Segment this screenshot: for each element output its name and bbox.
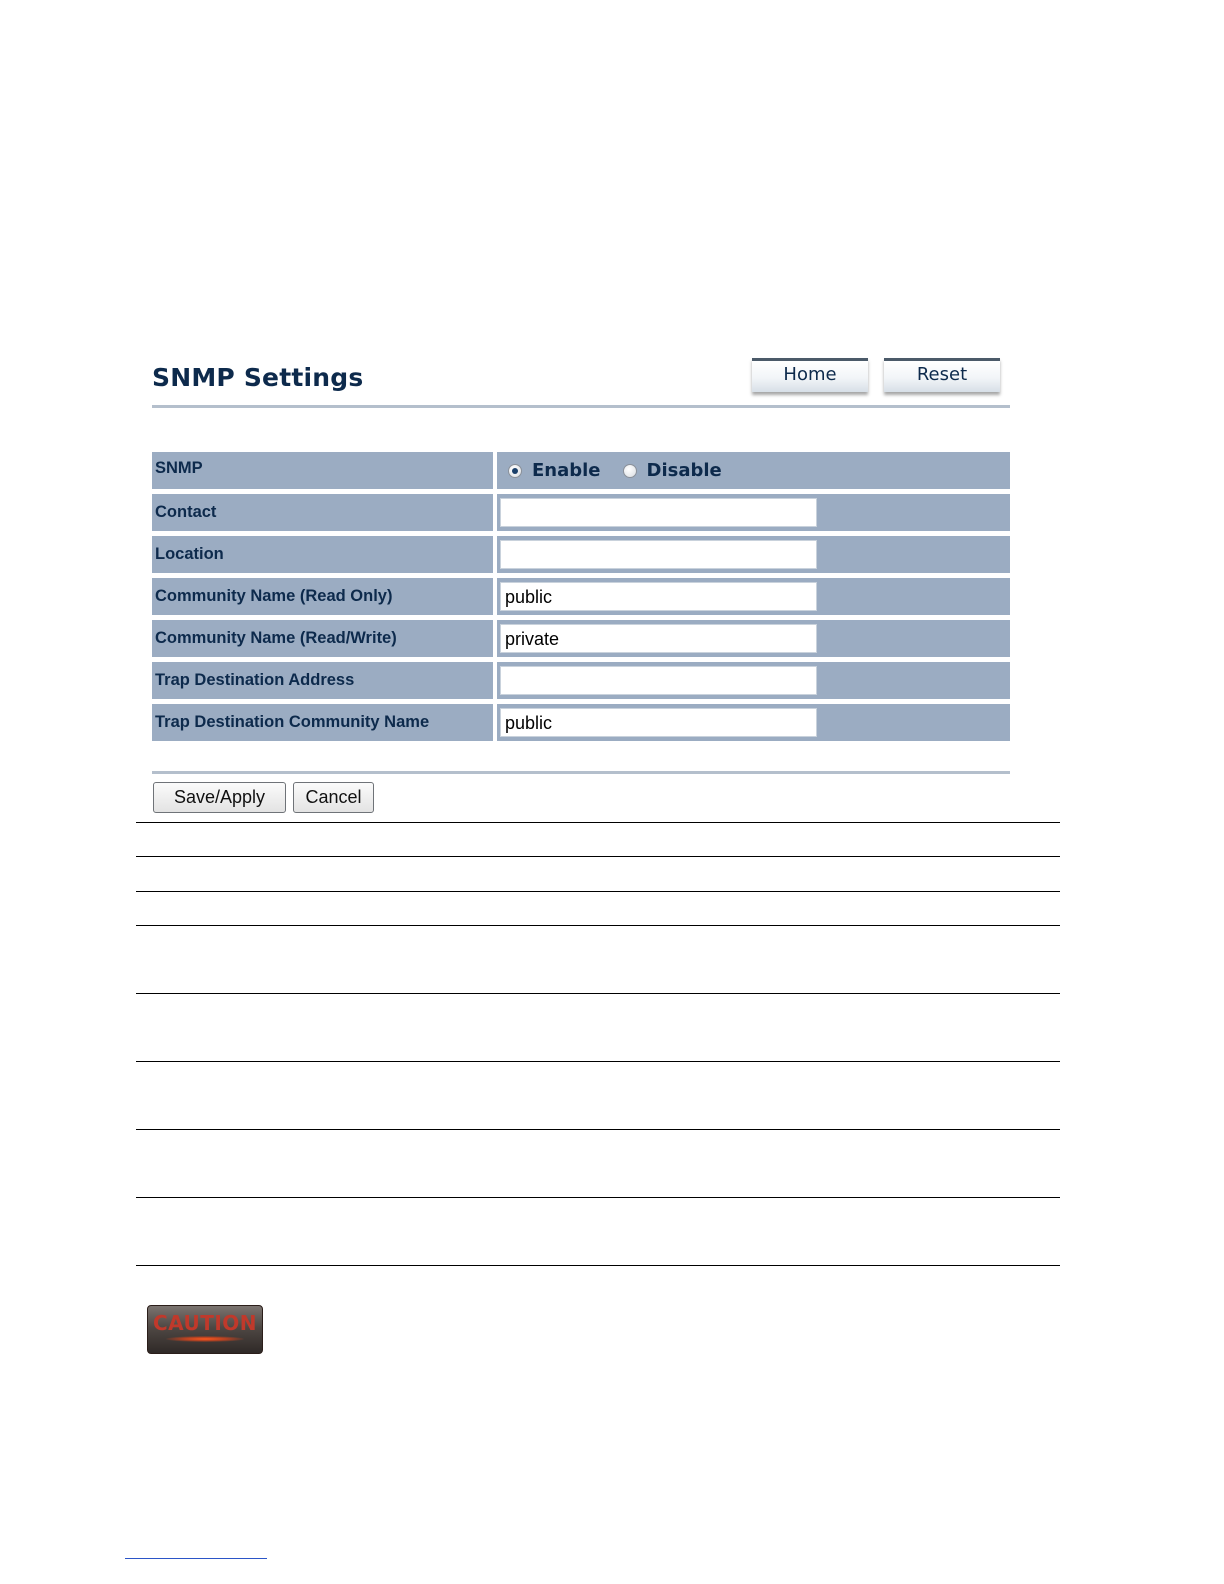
trap-destination-address-row	[152, 662, 1010, 699]
snmp-label: SNMP	[152, 452, 493, 489]
community-read-only-label: Community Name (Read Only)	[152, 578, 493, 615]
snmp-settings-table	[152, 452, 1010, 746]
snmp-row	[152, 452, 1010, 489]
trap-destination-community-input[interactable]	[500, 708, 817, 737]
location-row	[152, 536, 1010, 573]
snmp-enable-label[interactable]: Enable	[532, 460, 601, 481]
trap-destination-address-label: Trap Destination Address	[152, 662, 493, 699]
form-divider	[152, 771, 1010, 774]
caution-badge	[147, 1305, 263, 1354]
caution-label: CAUTION	[152, 1311, 258, 1335]
doc-table-rule	[136, 1129, 1060, 1130]
footnote-divider	[125, 1558, 267, 1559]
doc-table-rule	[136, 925, 1060, 926]
contact-row	[152, 494, 1010, 531]
location-label: Location	[152, 536, 493, 573]
doc-table-rule	[136, 891, 1060, 892]
reset-button[interactable]: Reset	[884, 358, 1000, 392]
community-read-only-input[interactable]	[500, 582, 817, 611]
doc-table-rule	[136, 822, 1060, 823]
community-read-write-label: Community Name (Read/Write)	[152, 620, 493, 657]
doc-table-rule	[136, 1197, 1060, 1198]
community-read-only-row	[152, 578, 1010, 615]
caution-glow	[166, 1336, 244, 1342]
doc-table-rule	[136, 1061, 1060, 1062]
title-divider	[152, 405, 1010, 408]
location-input[interactable]	[500, 540, 817, 569]
home-button[interactable]: Home	[752, 358, 868, 392]
snmp-disable-radio[interactable]	[623, 464, 637, 478]
contact-label: Contact	[152, 494, 493, 531]
trap-destination-community-label: Trap Destination Community Name	[152, 704, 493, 741]
doc-table-rule	[136, 1265, 1060, 1266]
community-read-write-row	[152, 620, 1010, 657]
snmp-disable-label[interactable]: Disable	[646, 460, 722, 481]
trap-destination-community-row	[152, 704, 1010, 741]
save-apply-button[interactable]: Save/Apply	[153, 782, 286, 813]
cancel-button[interactable]: Cancel	[293, 782, 374, 813]
contact-input[interactable]	[500, 498, 817, 527]
page-title: SNMP Settings	[152, 363, 364, 392]
trap-destination-address-input[interactable]	[500, 666, 817, 695]
snmp-enable-radio[interactable]	[508, 464, 522, 478]
doc-table-rule	[136, 993, 1060, 994]
doc-table-rule	[136, 856, 1060, 857]
community-read-write-input[interactable]	[500, 624, 817, 653]
snmp-radio-group	[497, 452, 1010, 489]
